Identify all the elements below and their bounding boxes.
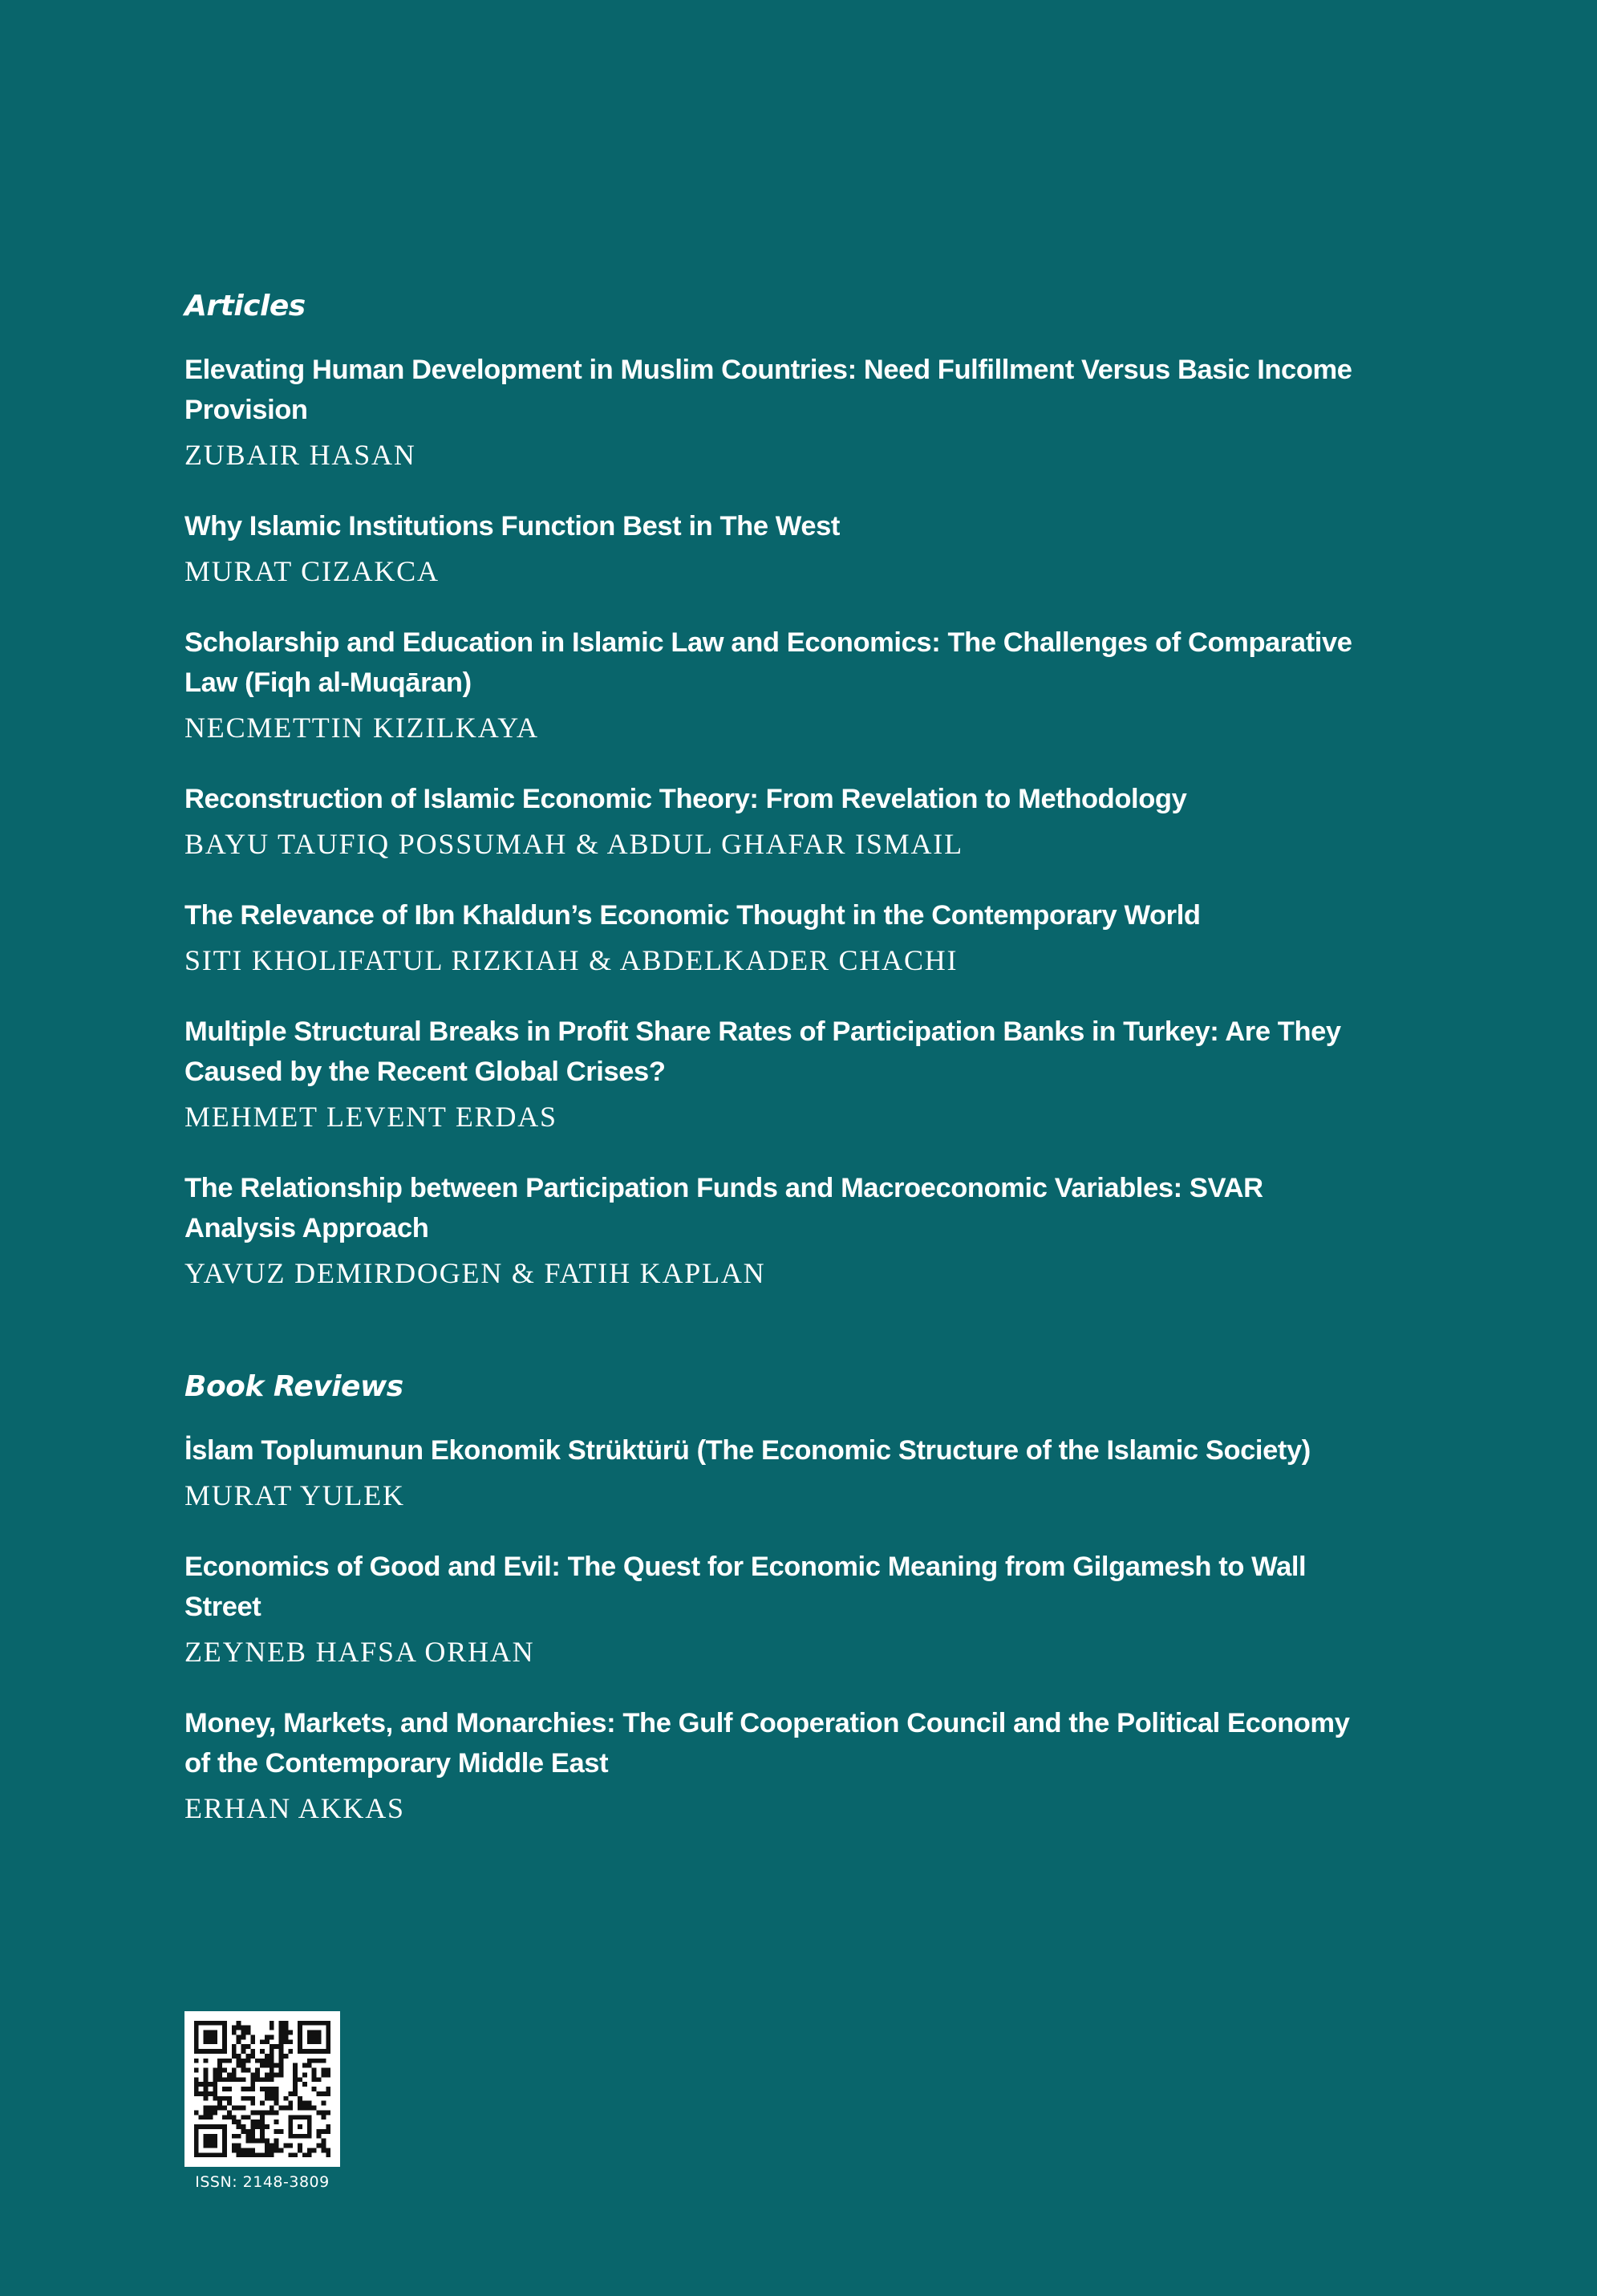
- review-author: ZEYNEB HAFSA ORHAN: [184, 1636, 535, 1668]
- book-reviews-section: [184, 1371, 1356, 1827]
- article-author: BAYU TAUFIQ POSSUMAH & ABDUL GHAFAR ISMAIL: [184, 828, 963, 860]
- issn-label: ISSN: 2148-3809: [195, 2173, 330, 2191]
- article-author: MURAT CIZAKCA: [184, 555, 440, 587]
- article-title: Why Islamic Institutions Function Best in The West: [184, 511, 841, 542]
- review-entry: [184, 1547, 1356, 1670]
- article-author: NECMETTIN KIZILKAYA: [184, 712, 539, 744]
- review-entry: [184, 1703, 1356, 1827]
- article-entry: [184, 506, 1356, 590]
- article-author: SITI KHOLIFATUL RIZKIAH & ABDELKADER CHACHI: [184, 944, 959, 976]
- article-title: The Relationship between Participation Funds and Macroeconomic Variables: SVAR Analysis Approach: [184, 1173, 1263, 1243]
- articles-section: [184, 290, 1356, 1292]
- article-author: YAVUZ DEMIRDOGEN & FATIH KAPLAN: [184, 1257, 766, 1289]
- article-title: Multiple Structural Breaks in Profit Share Rates of Participation Banks in Turkey: Are They Caused by the Recent Global Crises?: [184, 1016, 1341, 1087]
- article-title: Reconstruction of Islamic Economic Theory: From Revelation to Methodology: [184, 784, 1187, 814]
- book-reviews-heading: Book Reviews: [184, 1370, 403, 1403]
- review-author: MURAT YULEK: [184, 1479, 405, 1511]
- table-of-contents: [184, 290, 1356, 1860]
- review-title: Economics of Good and Evil: The Quest for Economic Meaning from Gilgamesh to Wall Street: [184, 1552, 1307, 1622]
- section-spacer: [184, 1324, 1356, 1371]
- article-entry: [184, 1168, 1356, 1292]
- qr-block: [184, 2011, 340, 2191]
- article-entry: [184, 350, 1356, 473]
- article-title: Scholarship and Education in Islamic Law and Economics: The Challenges of Comparative Law (Fiqh al-Muqāran): [184, 627, 1352, 698]
- article-entry: [184, 895, 1356, 979]
- article-entry: [184, 779, 1356, 862]
- article-entry: [184, 1012, 1356, 1135]
- article-author: MEHMET LEVENT ERDAS: [184, 1101, 557, 1133]
- review-title: Money, Markets, and Monarchies: The Gulf Cooperation Council and the Political Economy of the Contemporary Middle East: [184, 1708, 1350, 1779]
- review-entry: [184, 1430, 1356, 1514]
- article-title: The Relevance of Ibn Khaldun’s Economic Thought in the Contemporary World: [184, 900, 1201, 931]
- review-title: İslam Toplumunun Ekonomik Strüktürü (The Economic Structure of the Islamic Society): [184, 1435, 1311, 1466]
- article-entry: [184, 623, 1356, 746]
- articles-heading: Articles: [184, 290, 306, 322]
- review-author: ERHAN AKKAS: [184, 1792, 405, 1824]
- article-author: ZUBAIR HASAN: [184, 439, 416, 471]
- qr-code-icon: [184, 2011, 340, 2167]
- article-title: Elevating Human Development in Muslim Countries: Need Fulfillment Versus Basic Income Provision: [184, 355, 1352, 425]
